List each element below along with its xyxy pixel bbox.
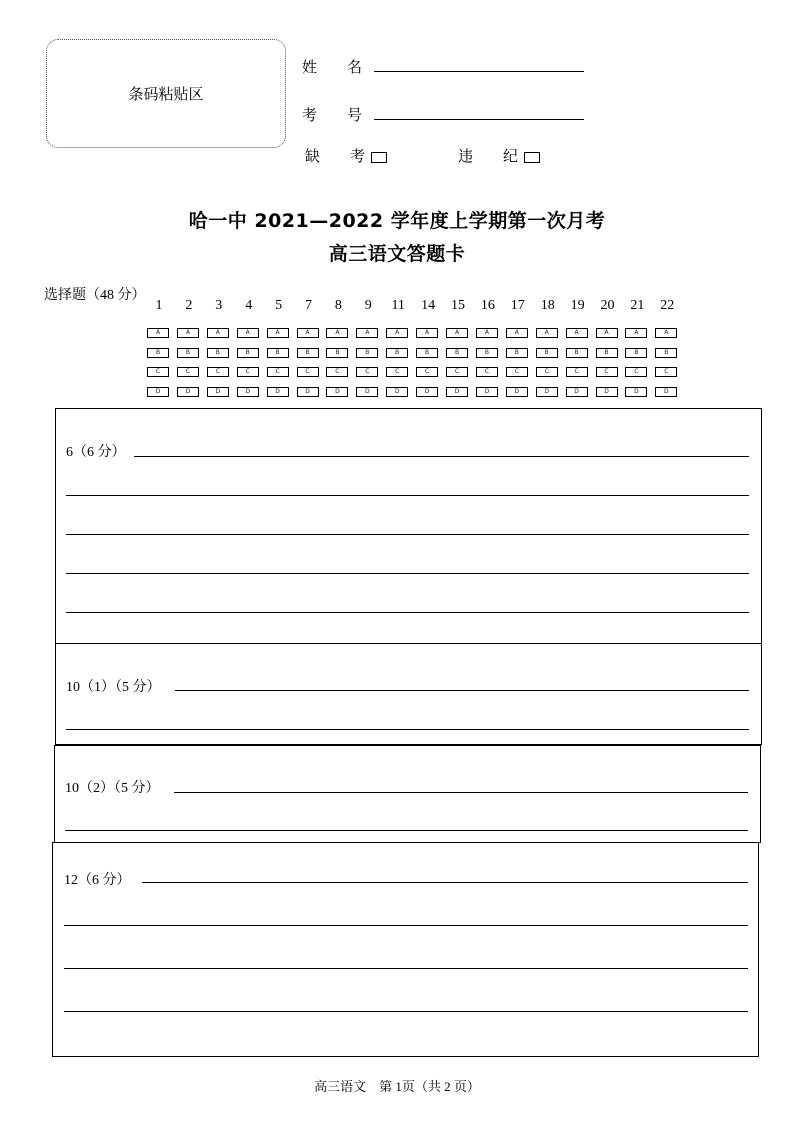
answer-bubble-b[interactable]: B bbox=[237, 348, 259, 358]
question-number: 7 bbox=[305, 298, 312, 313]
answer-bubble-c[interactable]: C bbox=[297, 367, 319, 377]
answer-bubble-c[interactable]: C bbox=[386, 367, 408, 377]
question-number: 5 bbox=[275, 298, 283, 313]
answer-bubble-b[interactable]: B bbox=[416, 348, 438, 358]
answer-bubble-c[interactable]: C bbox=[655, 367, 677, 377]
answer-bubble-b[interactable]: B bbox=[446, 348, 468, 358]
answer-bubble-b[interactable]: B bbox=[566, 348, 588, 358]
page-title: 哈一中 2021—2022 学年度上学期第一次月考 bbox=[188, 210, 606, 232]
answer-bubble-b[interactable]: B bbox=[386, 348, 408, 358]
answer-bubble-a[interactable]: A bbox=[386, 328, 408, 338]
answer-bubble-b[interactable]: B bbox=[177, 348, 199, 358]
answer-bubble-b[interactable]: B bbox=[297, 348, 319, 358]
answer-bubble-a[interactable]: A bbox=[416, 328, 438, 338]
answer-bubble-a[interactable]: A bbox=[177, 328, 199, 338]
name-field[interactable] bbox=[374, 71, 584, 72]
violation-checkbox[interactable] bbox=[524, 152, 540, 163]
answer-bubble-c[interactable]: C bbox=[566, 367, 588, 377]
answer-line[interactable] bbox=[134, 456, 749, 457]
answer-bubble-d[interactable]: D bbox=[536, 387, 558, 397]
answer-bubble-a[interactable]: A bbox=[356, 328, 378, 338]
answer-bubble-d[interactable]: D bbox=[177, 387, 199, 397]
answer-bubble-d[interactable]: D bbox=[625, 387, 647, 397]
answer-bubble-a[interactable]: A bbox=[267, 328, 289, 338]
answer-box-q12 bbox=[52, 842, 759, 1057]
answer-bubble-a[interactable]: A bbox=[536, 328, 558, 338]
answer-bubble-a[interactable]: A bbox=[207, 328, 229, 338]
question-label-q10-1: 10（1）（5 分） bbox=[66, 680, 161, 695]
answer-bubble-d[interactable]: D bbox=[655, 387, 677, 397]
answer-bubble-b[interactable]: B bbox=[356, 348, 378, 358]
name-label: 姓 名 bbox=[302, 60, 363, 76]
absent-label: 缺 考 bbox=[305, 149, 366, 165]
answer-bubble-a[interactable]: A bbox=[297, 328, 319, 338]
answer-bubble-d[interactable]: D bbox=[297, 387, 319, 397]
page-subtitle: 高三语文答题卡 bbox=[328, 243, 466, 265]
question-number: 14 bbox=[421, 298, 436, 313]
answer-bubble-d[interactable]: D bbox=[506, 387, 528, 397]
question-number: 15 bbox=[451, 298, 465, 313]
answer-bubble-d[interactable]: D bbox=[267, 387, 289, 397]
barcode-label: 条码粘贴区 bbox=[128, 87, 204, 103]
answer-line[interactable] bbox=[66, 495, 749, 496]
answer-bubble-c[interactable]: C bbox=[625, 367, 647, 377]
answer-bubble-d[interactable]: D bbox=[566, 387, 588, 397]
answer-bubble-c[interactable]: C bbox=[207, 367, 229, 377]
answer-bubble-b[interactable]: B bbox=[147, 348, 169, 358]
answer-bubble-a[interactable]: A bbox=[147, 328, 169, 338]
question-number: 21 bbox=[630, 298, 645, 313]
answer-bubble-c[interactable]: C bbox=[237, 367, 259, 377]
answer-bubble-a[interactable]: A bbox=[566, 328, 588, 338]
answer-bubble-c[interactable]: C bbox=[356, 367, 378, 377]
answer-bubble-b[interactable]: B bbox=[536, 348, 558, 358]
answer-bubble-d[interactable]: D bbox=[476, 387, 498, 397]
answer-bubble-a[interactable]: A bbox=[506, 328, 528, 338]
answer-bubble-d[interactable]: D bbox=[356, 387, 378, 397]
answer-bubble-a[interactable]: A bbox=[446, 328, 468, 338]
question-number: 18 bbox=[540, 298, 555, 313]
page-footer: 高三语文 第 1页（共 2 页） bbox=[314, 1079, 480, 1094]
absent-checkbox[interactable] bbox=[371, 152, 387, 163]
answer-bubble-c[interactable]: C bbox=[476, 367, 498, 377]
answer-bubble-a[interactable]: A bbox=[237, 328, 259, 338]
answer-bubble-b[interactable]: B bbox=[267, 348, 289, 358]
question-label-q6: 6（6 分） bbox=[66, 445, 126, 460]
answer-bubble-c[interactable]: C bbox=[506, 367, 528, 377]
answer-bubble-d[interactable]: D bbox=[237, 387, 259, 397]
answer-bubble-d[interactable]: D bbox=[416, 387, 438, 397]
answer-bubble-b[interactable]: B bbox=[655, 348, 677, 358]
answer-bubble-b[interactable]: B bbox=[476, 348, 498, 358]
answer-bubble-c[interactable]: C bbox=[177, 367, 199, 377]
answer-bubble-a[interactable]: A bbox=[625, 328, 647, 338]
question-number: 22 bbox=[660, 298, 675, 313]
answer-line[interactable] bbox=[64, 1011, 748, 1012]
violation-label: 违 纪 bbox=[458, 149, 519, 165]
answer-bubble-b[interactable]: B bbox=[207, 348, 229, 358]
answer-bubble-d[interactable]: D bbox=[147, 387, 169, 397]
answer-bubble-a[interactable]: A bbox=[476, 328, 498, 338]
answer-line[interactable] bbox=[66, 729, 749, 730]
answer-bubble-b[interactable]: B bbox=[596, 348, 618, 358]
answer-bubble-d[interactable]: D bbox=[326, 387, 348, 397]
question-number: 11 bbox=[391, 298, 405, 313]
mcq-title: 选择题（48 分） bbox=[44, 288, 146, 303]
answer-line[interactable] bbox=[174, 792, 748, 793]
barcode-area bbox=[46, 39, 286, 148]
answer-bubble-d[interactable]: D bbox=[207, 387, 229, 397]
question-number: 16 bbox=[480, 298, 495, 313]
question-number: 8 bbox=[334, 298, 342, 313]
exam-number-field[interactable] bbox=[374, 119, 584, 120]
answer-line[interactable] bbox=[65, 830, 748, 831]
question-number: 9 bbox=[364, 298, 372, 313]
answer-bubble-c[interactable]: C bbox=[536, 367, 558, 377]
answer-line[interactable] bbox=[142, 882, 748, 883]
answer-line[interactable] bbox=[64, 968, 748, 969]
answer-bubble-d[interactable]: D bbox=[596, 387, 618, 397]
answer-line[interactable] bbox=[175, 690, 749, 691]
question-number: 4 bbox=[245, 298, 253, 313]
answer-bubble-b[interactable]: B bbox=[326, 348, 348, 358]
question-label-q12: 12（6 分） bbox=[64, 873, 131, 888]
answer-box-q10-2 bbox=[54, 745, 761, 843]
answer-line[interactable] bbox=[66, 573, 749, 574]
question-number: 17 bbox=[510, 298, 525, 313]
question-number: 20 bbox=[600, 298, 615, 313]
answer-bubble-c[interactable]: C bbox=[596, 367, 618, 377]
answer-bubble-a[interactable]: A bbox=[596, 328, 618, 338]
answer-bubble-b[interactable]: B bbox=[506, 348, 528, 358]
exam-number-label: 考 号 bbox=[302, 108, 363, 124]
answer-box-q6 bbox=[55, 408, 762, 644]
answer-bubble-c[interactable]: C bbox=[446, 367, 468, 377]
question-number: 3 bbox=[215, 298, 223, 313]
question-number: 19 bbox=[570, 298, 585, 313]
answer-bubble-c[interactable]: C bbox=[267, 367, 289, 377]
answer-line[interactable] bbox=[66, 612, 749, 613]
answer-bubble-c[interactable]: C bbox=[326, 367, 348, 377]
answer-line[interactable] bbox=[66, 534, 749, 535]
answer-bubble-b[interactable]: B bbox=[625, 348, 647, 358]
question-label-q10-2: 10（2）（5 分） bbox=[65, 781, 160, 796]
question-number: 1 bbox=[155, 298, 163, 313]
answer-bubble-d[interactable]: D bbox=[446, 387, 468, 397]
answer-bubble-c[interactable]: C bbox=[147, 367, 169, 377]
answer-bubble-c[interactable]: C bbox=[416, 367, 438, 377]
answer-bubble-d[interactable]: D bbox=[386, 387, 408, 397]
answer-line[interactable] bbox=[64, 925, 748, 926]
answer-bubble-a[interactable]: A bbox=[326, 328, 348, 338]
question-number: 2 bbox=[185, 298, 193, 313]
answer-bubble-a[interactable]: A bbox=[655, 328, 677, 338]
